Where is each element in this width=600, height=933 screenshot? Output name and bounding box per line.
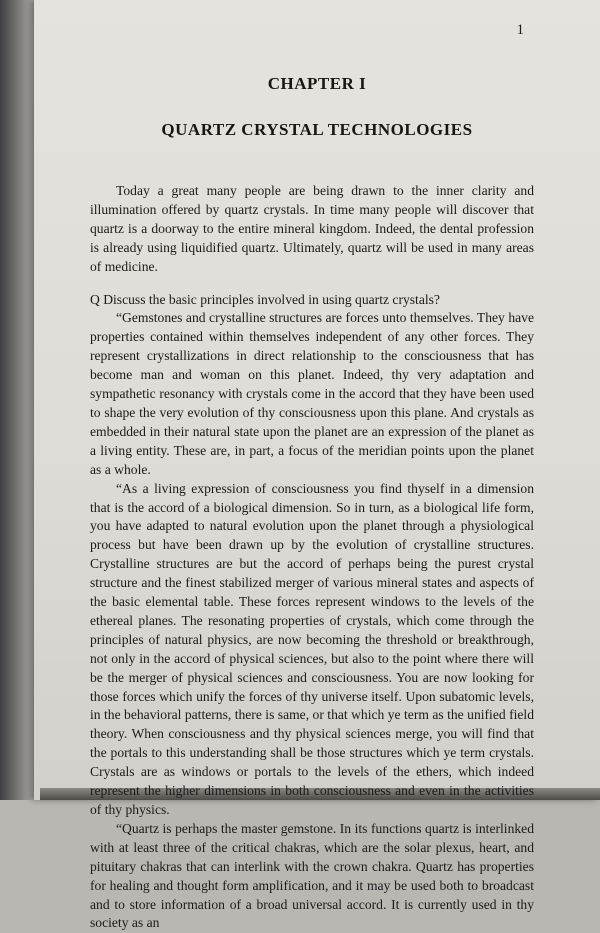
chapter-title: QUARTZ CRYSTAL TECHNOLOGIES	[161, 120, 473, 139]
answer-paragraph-3: “Quartz is perhaps the master gemstone. In its functions quartz is interlinked with at least three of the critical chakras, which are the solar plexus, heart, and pituitary chakras that can interlink with the crown chakra. Quartz has properties for healing and thought form amplification, and it may be used both to broadcast and to store information of a broad universal accord. It is currently used in thy society as an	[90, 820, 534, 931]
chapter-label: CHAPTER I	[267, 74, 367, 93]
page-number: 1	[516, 22, 524, 38]
intro-paragraph: Today a great many people are being drawn to the inner clarity and illumination offered by quartz crystals. In time many people will discover that quartz is a doorway to the entire mineral kingdom. Indeed, the dental profession is already using liquidified quartz. Ultimately, quartz will be used in many areas of medicine.	[90, 183, 534, 274]
question-line: Q Discuss the basic principles involved in using quartz crystals?	[90, 291, 440, 307]
answer-paragraph-2: “As a living expression of consciousness you find thyself in a dimension that is the accord of a biological dimension. So in turn, as a biological life form, you have adapted to natural evolution upon the planet through a physiological process but have been drawn up by the evolution of crystalline structures. Crystalline structures are but the accord of perhaps being the purest crystal structure and the finest stabilized merger of various mineral states and aspects of the basic elemental table. These forces represent windows to the levels of the ethereal planes. The resonating properties of crystals, which come through the principles of natural physics, are now becoming the threshold or breakthrough, not only in the accord of physical sciences, but also to the point where there will be the merger of physical sciences and consciousness. You are now looking for those forces which unify the forces of thy universe itself. Upon subatomic levels, in the behavioral patterns, there is same, or that which ye term as the unified field theory. When consciousness and thy physical sciences merge, you will find that the portals to this understanding shall be those structures which ye term crystals. Crystals are as windows or portals to the levels of the ethers, which indeed represent the higher dimensions in both consciousness and even in the activities of thy physics.	[90, 480, 534, 817]
answer-paragraph-1: “Gemstones and crystalline structures are forces unto themselves. They have properties contained within themselves independent of any other forces. They represent crystallizations in direct relationship to the consciousness that has become man and woman on this planet. Indeed, thy very adaptation and sympathetic resonancy with crystals come in the accord that they have been used to shape the very evolution of thy consciousness upon this plane. And crystals as embedded in their natural state upon the planet are an expression of the planet as a living entity. These are, in part, a focus of the meridian points upon the planet as a whole.	[90, 310, 534, 477]
body-text	[90, 182, 534, 933]
